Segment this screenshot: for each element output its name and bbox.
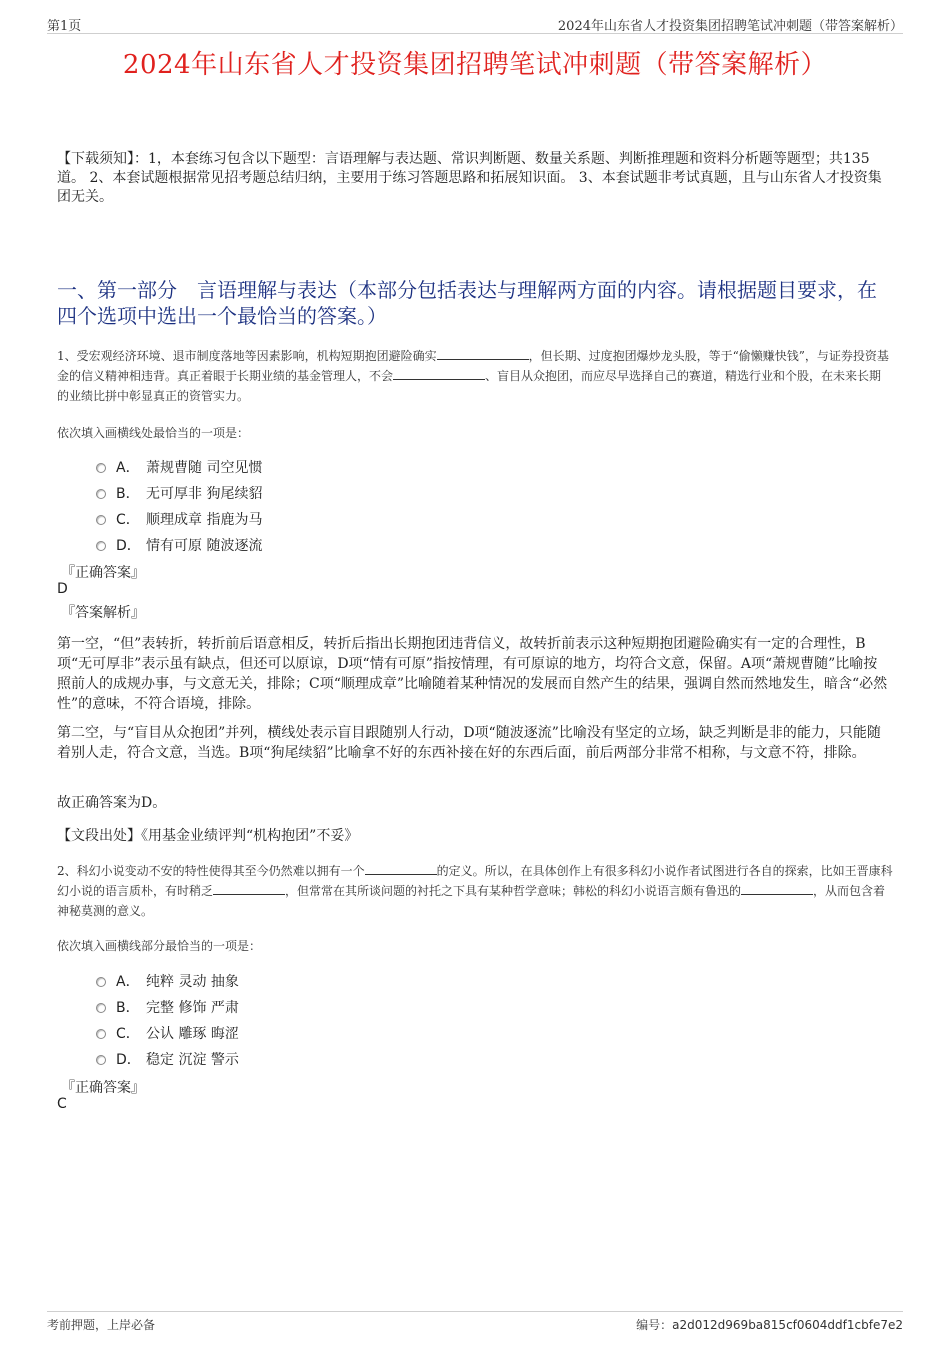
header-doc-title: 2024年山东省人才投资集团招聘笔试冲刺题（带答案解析） <box>557 19 903 34</box>
radio-icon[interactable] <box>96 515 106 525</box>
option-c[interactable]: C． 顺理成章 指鹿为马 <box>96 506 262 532</box>
question-2-options <box>96 968 239 1072</box>
page-number: 第1页 <box>47 19 82 34</box>
fill-blank <box>393 367 485 380</box>
option-b[interactable]: B． 无可厚非 狗尾续貂 <box>96 480 262 506</box>
fill-blank <box>437 347 529 360</box>
radio-icon[interactable] <box>96 1029 106 1039</box>
fill-blank <box>213 882 285 895</box>
question-1-stem: 1、受宏观经济环境、退市制度落地等因素影响，机构短期抱团避险确实 ，但长期、过度抱团爆炒龙头股，等于“偷懒赚快钱”，与证券投资基金的信义精神相违背。真正着眼于长期业绩的基金管理人，不会 、盲目从众抱团，而应尽早选择自己的赛道，精选行业和个股，在未来长期的业绩比拼中彰显真正的资管实力。 <box>57 349 889 403</box>
option-b[interactable]: B． 完整 修饰 严肃 <box>96 994 239 1020</box>
passage-source: 【文段出处】《用基金业绩评判“机构抱团”不妥》 <box>57 828 359 844</box>
download-notice: 【下载须知】：1，本套练习包含以下题型：言语理解与表达题、常识判断题、数量关系题、判断推理题和资料分析题等题型；共135道。 2、本套试题根据常见招考题总结归纳，主要用于练习答题思路和拓展知识面。 3、本套试题非考试真题，且与山东省人才投资集团无关。 <box>57 151 882 205</box>
radio-icon[interactable] <box>96 489 106 499</box>
option-a[interactable]: A． 萧规曹随 司空见惯 <box>96 454 262 480</box>
radio-icon[interactable] <box>96 463 106 473</box>
radio-icon[interactable] <box>96 1003 106 1013</box>
question-2-stem: 2、科幻小说变动不安的特性使得其至今仍然难以拥有一个 的定义。所以，在具体创作上有很多科幻小说作者试图进行各自的探索，比如王晋康科幻小说的语言质朴，有时稍乏 ，但常常在其所谈问题的衬托之下具有某种哲学意味；韩松的科幻小说语言颇有鲁迅的 ，从而包含着神秘莫测的意义。 <box>57 864 893 918</box>
analysis-label: 『答案解析』 <box>61 605 145 621</box>
radio-icon[interactable] <box>96 1055 106 1065</box>
radio-icon[interactable] <box>96 541 106 551</box>
fill-blank <box>365 862 437 875</box>
analysis-paragraph-1: 第一空，“但”表转折，转折前后语意相反，转折后指出长期抱团违背信义，故转折前表示这种短期抱团避险确实有一定的合理性，B项“无可厚非”表示虽有缺点，但还可以原谅，D项“情有可原”指按情理，有可原谅的地方，均符合文意，保留。A项“萧规曹随”比喻按照前人的成规办事，与文意无关，排除；C项“顺理成章”比喻随着某种情况的发展而自然产生的结果，强调自然而然地发生，暗含“必然性”的意味，不符合语境，排除。 <box>57 636 888 712</box>
question-2-prompt: 依次填入画横线部分最恰当的一项是： <box>57 939 262 953</box>
question-1-prompt: 依次填入画横线处最恰当的一项是： <box>57 426 250 440</box>
correct-answer: C <box>57 1096 67 1112</box>
fill-blank <box>741 882 813 895</box>
option-d[interactable]: D． 情有可原 随波逐流 <box>96 532 262 558</box>
option-d[interactable]: D． 稳定 沉淀 警示 <box>96 1046 239 1072</box>
question-1-options <box>96 454 262 558</box>
option-c[interactable]: C． 公认 雕琢 晦涩 <box>96 1020 239 1046</box>
footer-slogan: 考前押题，上岸必备 <box>47 1318 156 1332</box>
analysis-paragraph-2: 第二空，与“盲目从众抱团”并列，横线处表示盲目跟随别人行动，D项“随波逐流”比喻没有坚定的立场，缺乏判断是非的能力，只能随着别人走，符合文意，当选。B项“狗尾续貂”比喻拿不好的东西补接在好的东西后面，前后两部分非常不相称，与文意不符，排除。 <box>57 725 881 761</box>
page-footer <box>47 1311 903 1336</box>
document-code: 编号：a2d012d969ba815cf0604ddf1cbfe7e2 <box>636 1318 903 1332</box>
correct-answer-label: 『正确答案』 <box>61 565 145 581</box>
correct-answer: D <box>57 581 68 597</box>
page-title: 2024年山东省人才投资集团招聘笔试冲刺题（带答案解析） <box>122 50 828 80</box>
analysis-conclusion: 故正确答案为D。 <box>57 795 167 811</box>
option-a[interactable]: A． 纯粹 灵动 抽象 <box>96 968 239 994</box>
page-header <box>47 13 903 34</box>
radio-icon[interactable] <box>96 977 106 987</box>
correct-answer-label: 『正确答案』 <box>61 1080 145 1096</box>
section-heading: 一、第一部分 言语理解与表达（本部分包括表达与理解两方面的内容。请根据题目要求，在四个选项中选出一个最恰当的答案。） <box>57 278 877 328</box>
